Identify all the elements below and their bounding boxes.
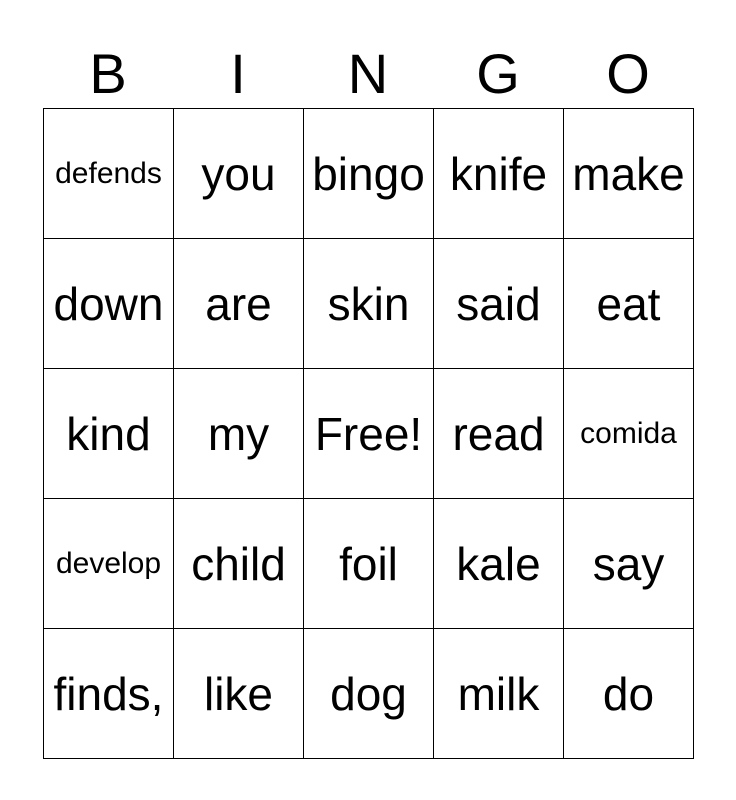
bingo-cell[interactable]: bingo xyxy=(304,109,434,239)
bingo-cell[interactable]: defends xyxy=(44,109,174,239)
header-letter-g: G xyxy=(476,42,520,105)
bingo-cell[interactable]: say xyxy=(564,499,694,629)
bingo-cell[interactable]: down xyxy=(44,239,174,369)
bingo-cell[interactable]: eat xyxy=(564,239,694,369)
bingo-cell[interactable]: knife xyxy=(434,109,564,239)
bingo-cell[interactable]: skin xyxy=(304,239,434,369)
header-letter-o: O xyxy=(606,42,650,105)
bingo-cell[interactable]: milk xyxy=(434,629,564,759)
bingo-cell[interactable]: make xyxy=(564,109,694,239)
bingo-cell[interactable]: my xyxy=(174,369,304,499)
bingo-cell[interactable]: kind xyxy=(44,369,174,499)
bingo-cell[interactable]: kale xyxy=(434,499,564,629)
bingo-cell[interactable]: dog xyxy=(304,629,434,759)
header-letter-i: I xyxy=(230,42,246,105)
bingo-cell[interactable]: do xyxy=(564,629,694,759)
free-space-cell[interactable]: Free! xyxy=(304,369,434,499)
bingo-cell[interactable]: like xyxy=(174,629,304,759)
header-letter-b: B xyxy=(89,42,127,105)
bingo-cell[interactable]: read xyxy=(434,369,564,499)
bingo-cell[interactable]: said xyxy=(434,239,564,369)
header-letter-n: N xyxy=(347,42,389,105)
bingo-cell[interactable]: you xyxy=(174,109,304,239)
bingo-cell[interactable]: child xyxy=(174,499,304,629)
bingo-cell[interactable]: comida xyxy=(564,369,694,499)
bingo-header xyxy=(43,40,693,108)
bingo-grid xyxy=(43,108,694,759)
bingo-cell[interactable]: are xyxy=(174,239,304,369)
bingo-card xyxy=(43,40,693,759)
bingo-cell[interactable]: foil xyxy=(304,499,434,629)
bingo-cell[interactable]: finds, xyxy=(44,629,174,759)
bingo-cell[interactable]: develop xyxy=(44,499,174,629)
